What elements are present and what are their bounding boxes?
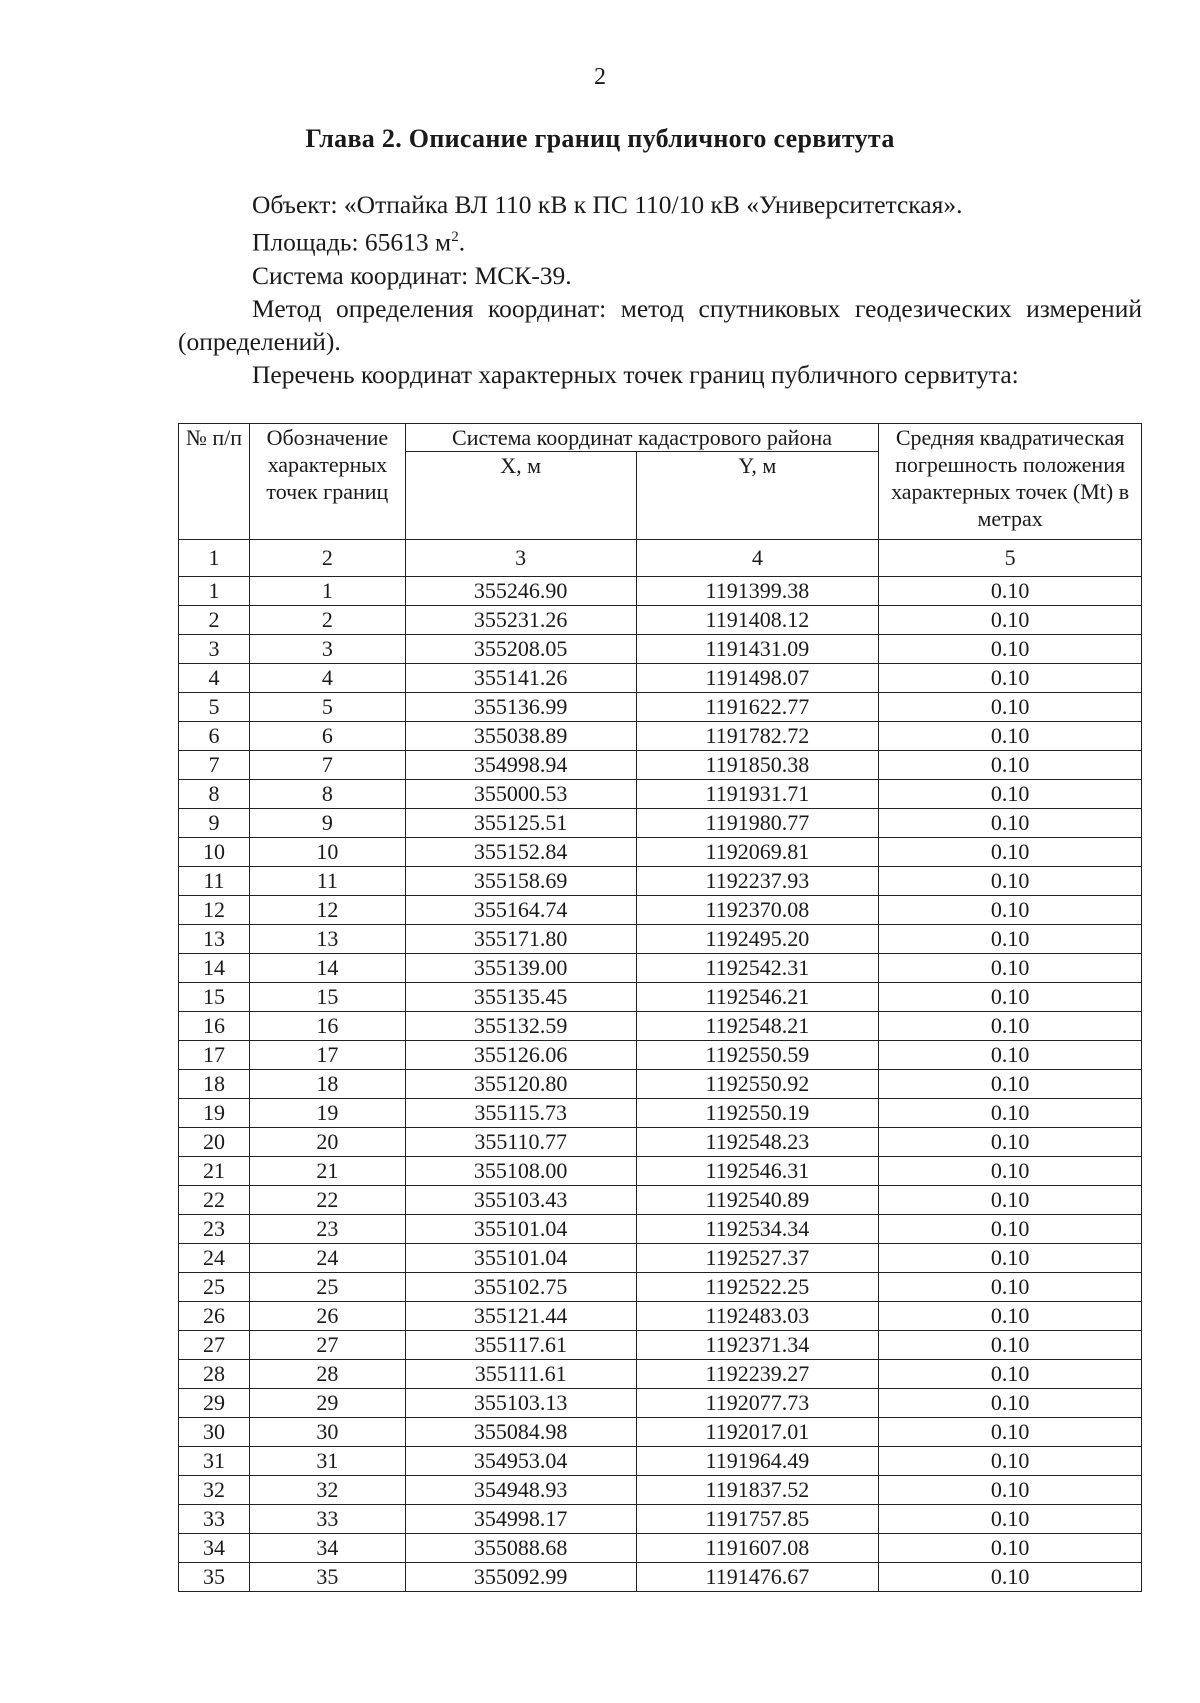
cell-error: 0.10 (879, 1331, 1142, 1360)
cell-y: 1192237.93 (636, 867, 879, 896)
cell-num: 3 (179, 635, 250, 664)
cell-x: 355158.69 (405, 867, 636, 896)
cell-error: 0.10 (879, 1476, 1142, 1505)
cell-num: 21 (179, 1157, 250, 1186)
cell-num: 2 (179, 606, 250, 635)
header-y: Y, м (636, 452, 879, 540)
cell-error: 0.10 (879, 1244, 1142, 1273)
cell-designation: 34 (249, 1534, 405, 1563)
table-row (179, 1389, 1142, 1418)
cell-y: 1192546.31 (636, 1157, 879, 1186)
cell-designation: 30 (249, 1418, 405, 1447)
object-line (178, 188, 1142, 221)
cell-error: 0.10 (879, 1360, 1142, 1389)
cell-y: 1192527.37 (636, 1244, 879, 1273)
cell-num: 13 (179, 925, 250, 954)
cell-x: 355084.98 (405, 1418, 636, 1447)
cell-y: 1191607.08 (636, 1534, 879, 1563)
cell-num: 15 (179, 983, 250, 1012)
cell-y: 1192483.03 (636, 1302, 879, 1331)
cell-x: 354998.94 (405, 751, 636, 780)
table-row (179, 1534, 1142, 1563)
cell-num: 18 (179, 1070, 250, 1099)
cell-y: 1192370.08 (636, 896, 879, 925)
cell-y: 1192548.21 (636, 1012, 879, 1041)
table-row (179, 1302, 1142, 1331)
column-number: 2 (249, 540, 405, 577)
header-crs-group: Система координат кадастрового района (405, 424, 878, 452)
header-num: № п/п (179, 424, 250, 540)
cell-x: 355092.99 (405, 1563, 636, 1592)
table-row (179, 693, 1142, 722)
cell-num: 7 (179, 751, 250, 780)
cell-y: 1192540.89 (636, 1186, 879, 1215)
cell-num: 34 (179, 1534, 250, 1563)
cell-y: 1192548.23 (636, 1128, 879, 1157)
cell-designation: 33 (249, 1505, 405, 1534)
cell-y: 1192239.27 (636, 1360, 879, 1389)
cell-y: 1192069.81 (636, 838, 879, 867)
cell-designation: 24 (249, 1244, 405, 1273)
coordinates-table (178, 423, 1142, 1592)
cell-y: 1192495.20 (636, 925, 879, 954)
cell-error: 0.10 (879, 809, 1142, 838)
cell-y: 1191837.52 (636, 1476, 879, 1505)
cell-designation: 2 (249, 606, 405, 635)
cell-error: 0.10 (879, 1186, 1142, 1215)
cell-error: 0.10 (879, 664, 1142, 693)
cell-y: 1191498.07 (636, 664, 879, 693)
object-value: «Отпайка ВЛ 110 кВ к ПС 110/10 кВ «Университетская». (343, 190, 963, 219)
cell-x: 355246.90 (405, 577, 636, 606)
table-row (179, 664, 1142, 693)
cell-x: 355117.61 (405, 1331, 636, 1360)
cell-y: 1191399.38 (636, 577, 879, 606)
table-row (179, 1563, 1142, 1592)
cell-error: 0.10 (879, 983, 1142, 1012)
cell-num: 29 (179, 1389, 250, 1418)
cell-num: 12 (179, 896, 250, 925)
cell-y: 1192371.34 (636, 1331, 879, 1360)
cell-y: 1192542.31 (636, 954, 879, 983)
header-error: Средняя квадратическая погрешность положения характерных точек (Mt) в метрах (879, 424, 1142, 540)
cell-x: 355088.68 (405, 1534, 636, 1563)
table-row (179, 1244, 1142, 1273)
cell-designation: 4 (249, 664, 405, 693)
cell-y: 1191980.77 (636, 809, 879, 838)
cell-x: 355101.04 (405, 1215, 636, 1244)
cell-y: 1192534.34 (636, 1215, 879, 1244)
cell-x: 355103.13 (405, 1389, 636, 1418)
method-line: Метод определения координат: метод спутниковых геодезических измерений (определений). (178, 293, 1142, 356)
cell-designation: 27 (249, 1331, 405, 1360)
cell-x: 355111.61 (405, 1360, 636, 1389)
cell-y: 1191757.85 (636, 1505, 879, 1534)
table-row (179, 1157, 1142, 1186)
cell-y: 1191476.67 (636, 1563, 879, 1592)
cell-x: 355164.74 (405, 896, 636, 925)
table-row (179, 1418, 1142, 1447)
cell-error: 0.10 (879, 896, 1142, 925)
table-row (179, 1099, 1142, 1128)
table-row (179, 1128, 1142, 1157)
cell-error: 0.10 (879, 1302, 1142, 1331)
cell-designation: 25 (249, 1273, 405, 1302)
cell-x: 355125.51 (405, 809, 636, 838)
cell-x: 355115.73 (405, 1099, 636, 1128)
area-value: 65613 м (364, 227, 452, 257)
cell-x: 355110.77 (405, 1128, 636, 1157)
table-row (179, 606, 1142, 635)
cell-num: 1 (179, 577, 250, 606)
table-row (179, 1505, 1142, 1534)
cell-num: 17 (179, 1041, 250, 1070)
table-row (179, 1012, 1142, 1041)
area-line (178, 221, 1142, 259)
table-row (179, 780, 1142, 809)
cell-x: 355135.45 (405, 983, 636, 1012)
header-x: X, м (405, 452, 636, 540)
cell-designation: 20 (249, 1128, 405, 1157)
table-row (179, 1070, 1142, 1099)
cell-y: 1192017.01 (636, 1418, 879, 1447)
cell-error: 0.10 (879, 751, 1142, 780)
table-row (179, 1331, 1142, 1360)
cell-designation: 6 (249, 722, 405, 751)
table-row (179, 577, 1142, 606)
cell-num: 31 (179, 1447, 250, 1476)
cell-error: 0.10 (879, 722, 1142, 751)
table-row (179, 867, 1142, 896)
table-row (179, 983, 1142, 1012)
cell-x: 355231.26 (405, 606, 636, 635)
table-row (179, 722, 1142, 751)
cell-y: 1191431.09 (636, 635, 879, 664)
table-row (179, 751, 1142, 780)
cell-error: 0.10 (879, 838, 1142, 867)
column-number: 1 (179, 540, 250, 577)
cell-y: 1192077.73 (636, 1389, 879, 1418)
table-row (179, 1360, 1142, 1389)
cell-y: 1192550.59 (636, 1041, 879, 1070)
table-row (179, 838, 1142, 867)
cell-designation: 11 (249, 867, 405, 896)
table-row (179, 1447, 1142, 1476)
cell-num: 14 (179, 954, 250, 983)
cell-error: 0.10 (879, 1418, 1142, 1447)
cell-error: 0.10 (879, 1215, 1142, 1244)
table-row (179, 635, 1142, 664)
cell-error: 0.10 (879, 577, 1142, 606)
cell-num: 26 (179, 1302, 250, 1331)
cell-x: 355000.53 (405, 780, 636, 809)
cell-error: 0.10 (879, 1447, 1142, 1476)
column-number: 3 (405, 540, 636, 577)
cell-num: 32 (179, 1476, 250, 1505)
cell-num: 28 (179, 1360, 250, 1389)
cell-designation: 9 (249, 809, 405, 838)
cell-num: 8 (179, 780, 250, 809)
cell-designation: 5 (249, 693, 405, 722)
table-row (179, 1476, 1142, 1505)
cell-num: 30 (179, 1418, 250, 1447)
cell-designation: 3 (249, 635, 405, 664)
column-number: 4 (636, 540, 879, 577)
chapter-title: Глава 2. Описание границ публичного сервитута (305, 124, 895, 153)
cell-designation: 1 (249, 577, 405, 606)
cell-x: 354948.93 (405, 1476, 636, 1505)
cell-x: 355171.80 (405, 925, 636, 954)
cell-num: 10 (179, 838, 250, 867)
table-row (179, 1186, 1142, 1215)
cell-designation: 18 (249, 1070, 405, 1099)
cell-error: 0.10 (879, 1563, 1142, 1592)
cell-y: 1191622.77 (636, 693, 879, 722)
object-label: Объект: (252, 190, 338, 219)
table-row (179, 896, 1142, 925)
cell-error: 0.10 (879, 606, 1142, 635)
cell-x: 355120.80 (405, 1070, 636, 1099)
cell-num: 9 (179, 809, 250, 838)
cell-num: 27 (179, 1331, 250, 1360)
table-row (179, 809, 1142, 838)
cell-y: 1192522.25 (636, 1273, 879, 1302)
cell-x: 355108.00 (405, 1157, 636, 1186)
cell-designation: 19 (249, 1099, 405, 1128)
cell-x: 355038.89 (405, 722, 636, 751)
cell-x: 355101.04 (405, 1244, 636, 1273)
cell-designation: 12 (249, 896, 405, 925)
cell-num: 20 (179, 1128, 250, 1157)
cell-error: 0.10 (879, 1157, 1142, 1186)
cell-designation: 7 (249, 751, 405, 780)
list-line: Перечень координат характерных точек границ публичного сервитута: (252, 359, 1019, 389)
cell-x: 355103.43 (405, 1186, 636, 1215)
cell-x: 354953.04 (405, 1447, 636, 1476)
table-row (179, 954, 1142, 983)
cell-y: 1191964.49 (636, 1447, 879, 1476)
table-row (179, 1215, 1142, 1244)
cell-error: 0.10 (879, 1012, 1142, 1041)
cell-x: 355126.06 (405, 1041, 636, 1070)
cell-designation: 23 (249, 1215, 405, 1244)
cell-x: 355139.00 (405, 954, 636, 983)
cell-error: 0.10 (879, 1534, 1142, 1563)
cell-y: 1191931.71 (636, 780, 879, 809)
cell-designation: 31 (249, 1447, 405, 1476)
cell-error: 0.10 (879, 635, 1142, 664)
cell-x: 355121.44 (405, 1302, 636, 1331)
cell-num: 23 (179, 1215, 250, 1244)
cell-error: 0.10 (879, 1273, 1142, 1302)
cell-y: 1192550.19 (636, 1099, 879, 1128)
cell-x: 354998.17 (405, 1505, 636, 1534)
cell-num: 16 (179, 1012, 250, 1041)
cell-designation: 28 (249, 1360, 405, 1389)
column-number: 5 (879, 540, 1142, 577)
cell-designation: 35 (249, 1563, 405, 1592)
cell-error: 0.10 (879, 925, 1142, 954)
cell-designation: 17 (249, 1041, 405, 1070)
cell-error: 0.10 (879, 1389, 1142, 1418)
object-info (178, 188, 1142, 391)
table-body (179, 577, 1142, 1592)
cell-error: 0.10 (879, 693, 1142, 722)
cell-num: 6 (179, 722, 250, 751)
cell-error: 0.10 (879, 1070, 1142, 1099)
cell-designation: 13 (249, 925, 405, 954)
cell-designation: 14 (249, 954, 405, 983)
header-designation: Обозначение характерных точек границ (249, 424, 405, 540)
cell-designation: 22 (249, 1186, 405, 1215)
cell-y: 1192546.21 (636, 983, 879, 1012)
cell-designation: 15 (249, 983, 405, 1012)
cell-error: 0.10 (879, 867, 1142, 896)
cell-error: 0.10 (879, 1099, 1142, 1128)
cell-error: 0.10 (879, 780, 1142, 809)
cell-x: 355102.75 (405, 1273, 636, 1302)
cell-designation: 29 (249, 1389, 405, 1418)
table-row (179, 1041, 1142, 1070)
cell-designation: 16 (249, 1012, 405, 1041)
cell-designation: 10 (249, 838, 405, 867)
cell-num: 33 (179, 1505, 250, 1534)
column-numbers-row (179, 540, 1142, 577)
cell-error: 0.10 (879, 1041, 1142, 1070)
cell-x: 355141.26 (405, 664, 636, 693)
crs-line: Система координат: МСК-39. (252, 260, 572, 290)
cell-designation: 26 (249, 1302, 405, 1331)
cell-num: 5 (179, 693, 250, 722)
cell-num: 25 (179, 1273, 250, 1302)
cell-designation: 21 (249, 1157, 405, 1186)
cell-designation: 8 (249, 780, 405, 809)
table-row (179, 925, 1142, 954)
cell-error: 0.10 (879, 1128, 1142, 1157)
cell-error: 0.10 (879, 1505, 1142, 1534)
area-period: . (458, 227, 466, 257)
cell-num: 22 (179, 1186, 250, 1215)
cell-x: 355208.05 (405, 635, 636, 664)
table-row (179, 1273, 1142, 1302)
cell-y: 1191782.72 (636, 722, 879, 751)
area-label: Площадь: (252, 227, 359, 257)
cell-designation: 32 (249, 1476, 405, 1505)
cell-x: 355132.59 (405, 1012, 636, 1041)
cell-num: 19 (179, 1099, 250, 1128)
page-number: 2 (594, 64, 606, 90)
cell-y: 1192550.92 (636, 1070, 879, 1099)
cell-x: 355136.99 (405, 693, 636, 722)
area-unit-superscript: 2 (451, 229, 459, 245)
cell-x: 355152.84 (405, 838, 636, 867)
cell-num: 24 (179, 1244, 250, 1273)
cell-y: 1191850.38 (636, 751, 879, 780)
cell-num: 4 (179, 664, 250, 693)
cell-y: 1191408.12 (636, 606, 879, 635)
cell-error: 0.10 (879, 954, 1142, 983)
cell-num: 35 (179, 1563, 250, 1592)
cell-num: 11 (179, 867, 250, 896)
table-header-row (179, 424, 1142, 452)
